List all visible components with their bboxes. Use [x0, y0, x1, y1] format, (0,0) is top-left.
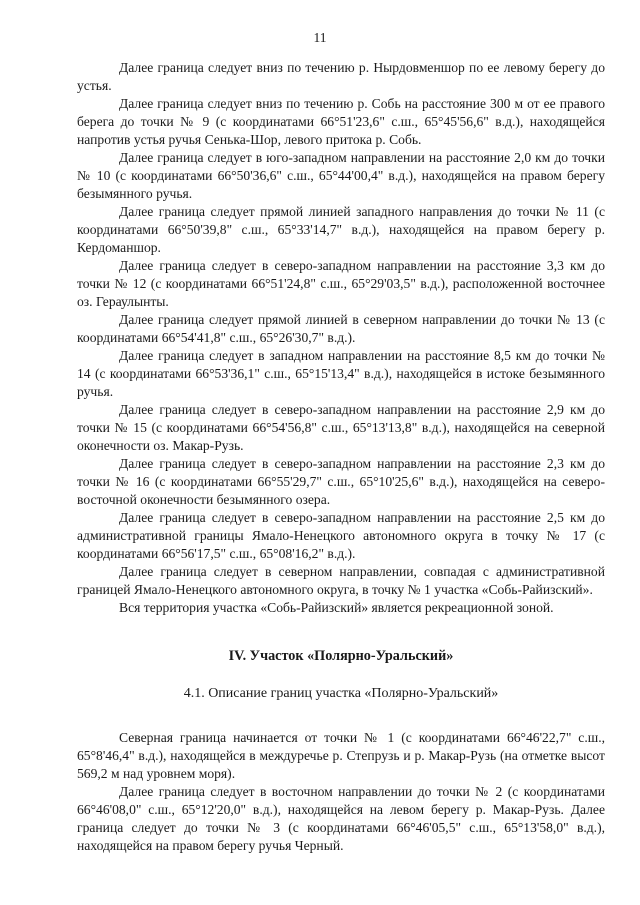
paragraph: Северная граница начинается от точки № 1 (с координатами 66°46'22,7" с.ш., 65°8'46,4" в.д.), находящейся в междуречье р. Степрузь и р. Макар-Рузь (на отметке высот 569,2 м над уровнем моря).	[77, 730, 605, 781]
paragraph: Далее граница следует в юго-западном направлении на расстояние 2,0 км до точки № 10 (с координатами 66°50'36,6" с.ш., 65°44'00,4" в.д.), находящейся на правом берегу безымянного ручья.	[77, 150, 605, 201]
page-number: 11	[313, 30, 327, 45]
paragraph: Далее граница следует вниз по течению р. Нырдовменшор по ее левому берегу до устья.	[77, 60, 605, 93]
paragraph: Далее граница следует в северо-западном направлении на расстояние 2,3 км до точки № 16 (с координатами 66°55'29,7" с.ш., 65°10'25,6" в.д.), находящейся на северо-восточной оконечности безымянного озера.	[77, 456, 605, 507]
paragraph: Далее граница следует в западном направлении на расстояние 8,5 км до точки № 14 (с координатами 66°53'36,1" с.ш., 65°15'13,4" в.д.), находящейся в истоке безымянного ручья.	[77, 348, 605, 399]
paragraph: Далее граница следует в северо-западном направлении на расстояние 3,3 км до точки № 12 (с координатами 66°51'24,8" с.ш., 65°29'03,5" в.д.), расположенной восточнее оз. Гераулынты.	[77, 258, 605, 309]
paragraph: Далее граница следует в восточном направлении до точки № 2 (с координатами 66°46'08,0" с.ш., 65°12'20,0" в.д.), находящейся на левом берегу р. Макар-Рузь. Далее граница следует до точки № 3 (с координатами 66°46'05,5" с.ш., 65°13'58,0" в.д.), находящейся на правом берегу ручья Черный.	[77, 784, 605, 853]
section-subheading: 4.1. Описание границ участка «Полярно-Уральский»	[183, 686, 499, 701]
document-body	[77, 59, 605, 855]
paragraph: Вся территория участка «Собь-Райизский» является рекреационной зоной.	[119, 600, 554, 615]
section-heading: IV. Участок «Полярно-Уральский»	[228, 648, 454, 664]
paragraph: Далее граница следует в северном направлении, совпадая с административной границей Ямало-Ненецкого автономного округа, в точку № 1 участка «Собь-Райизский».	[77, 564, 605, 597]
paragraph: Далее граница следует в северо-западном направлении на расстояние 2,5 км до административной границы Ямало-Ненецкого автономного округа в точку № 17 (с координатами 66°56'17,5" с.ш., 65°08'16,2" в.д.).	[77, 510, 605, 561]
paragraph: Далее граница следует в северо-западном направлении на расстояние 2,9 км до точки № 15 (с координатами 66°54'56,8" с.ш., 65°13'13,8" в.д.), находящейся на северной оконечности оз. Макар-Рузь.	[77, 402, 605, 453]
paragraph: Далее граница следует прямой линией западного направления до точки № 11 (с координатами 66°50'39,8" с.ш., 65°33'14,7" в.д.), находящейся на правом берегу р. Кердоманшор.	[77, 204, 605, 255]
paragraph: Далее граница следует вниз по течению р. Собь на расстояние 300 м от ее правого берега до точки № 9 (с координатами 66°51'23,6" с.ш., 65°45'56,6" в.д.), находящейся напротив устья ручья Сенька-Шор, левого притока р. Собь.	[77, 96, 605, 147]
paragraph: Далее граница следует прямой линией в северном направлении до точки № 13 (с координатами 66°54'41,8" с.ш., 65°26'30,7" в.д.).	[77, 312, 605, 345]
